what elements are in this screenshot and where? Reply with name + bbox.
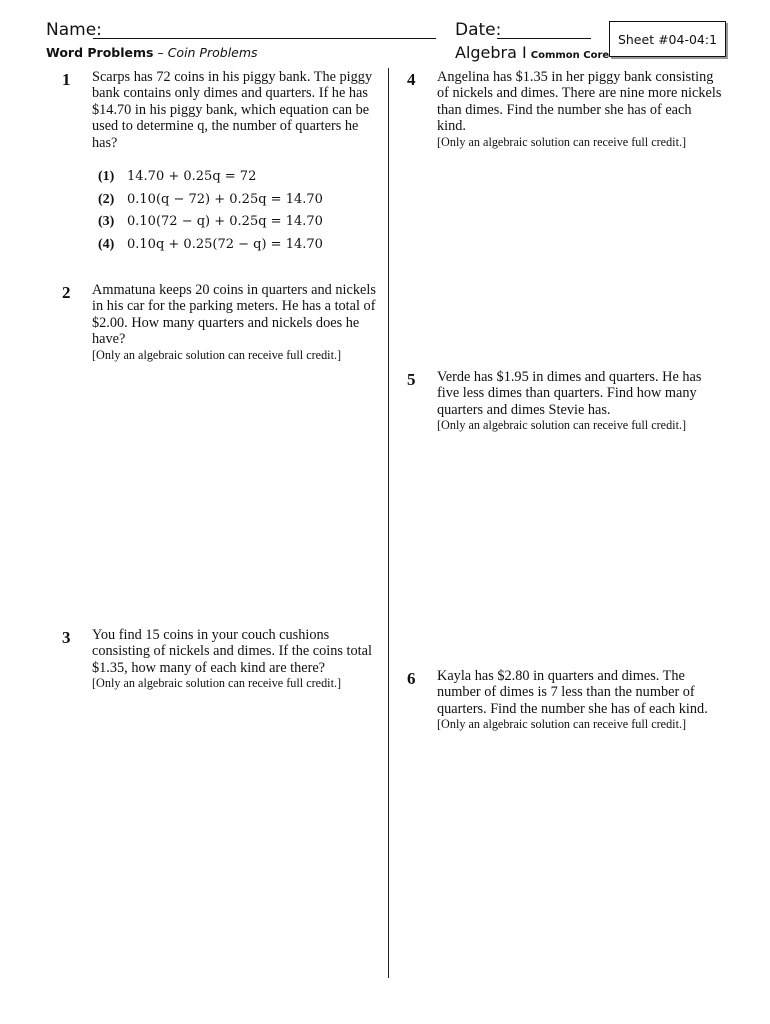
- problem-number: 5: [407, 370, 416, 389]
- problem-1: [62, 69, 377, 259]
- name-label: Name:: [46, 20, 102, 40]
- choice-equation: 14.70 + 0.25q = 72: [127, 169, 257, 185]
- choice-label: (1): [98, 169, 115, 185]
- credit-note: [Only an algebraic solution can receive full credit.]: [437, 717, 687, 732]
- choice-label: (3): [98, 214, 115, 230]
- subtitle-separator: –: [153, 45, 168, 60]
- choice-1[interactable]: [98, 169, 377, 192]
- problem-5: [407, 369, 722, 433]
- course-name: Algebra I: [455, 43, 527, 62]
- credit-note: [Only an algebraic solution can receive full credit.]: [437, 418, 687, 433]
- problem-number: 3: [62, 628, 71, 647]
- problem-4: [407, 69, 722, 149]
- choice-2[interactable]: [98, 192, 377, 215]
- problem-number: 4: [407, 70, 416, 89]
- choice-equation: 0.10(72 − q) + 0.25q = 14.70: [127, 214, 323, 230]
- choice-equation: 0.10(q − 72) + 0.25q = 14.70: [127, 191, 323, 207]
- problem-2: [62, 282, 377, 362]
- credit-note: [Only an algebraic solution can receive full credit.]: [437, 134, 687, 149]
- choice-equation: 0.10q + 0.25(72 − q) = 14.70: [127, 236, 323, 252]
- answer-choices: [98, 169, 377, 259]
- problem-number: 6: [407, 669, 416, 688]
- worksheet-subtitle: [46, 45, 258, 60]
- date-label: Date:: [455, 20, 502, 40]
- subtitle-topic: Word Problems: [46, 45, 154, 60]
- column-divider: [388, 68, 389, 978]
- problem-text: Ammatuna keeps 20 coins in quarters and nickels in his car for the parking meters. He has a total of $2.00. How many quarters and nickels does he have?: [92, 282, 376, 348]
- problem-text: Angelina has $1.35 in her piggy bank consisting of nickels and dimes. There are nine more nickels than dimes. Find the number she has of each kind.: [437, 69, 722, 135]
- problem-number: 2: [62, 283, 71, 302]
- problem-text: Verde has $1.95 in dimes and quarters. He has five less dimes than quarters. Find how many quarters and dimes Stevie has.: [437, 369, 702, 418]
- problem-number: 1: [62, 70, 71, 89]
- date-blank[interactable]: [497, 38, 591, 39]
- problem-text: Kayla has $2.80 in quarters and dimes. The number of dimes is 7 less than the number of quarters. Find the number she has of each kind.: [437, 668, 708, 717]
- choice-label: (2): [98, 191, 115, 207]
- name-blank[interactable]: [93, 38, 436, 39]
- choice-3[interactable]: [98, 214, 377, 237]
- problem-text: Scarps has 72 coins in his piggy bank. The piggy bank contains only dimes and quarters. If he has $14.70 in his piggy bank, which equation can be used to determine q, the number of quarters he has?: [92, 69, 373, 151]
- problem-6: [407, 668, 722, 732]
- sheet-id-badge: Sheet #04-04:1: [609, 21, 726, 57]
- course-title: [455, 43, 609, 62]
- choice-4[interactable]: [98, 237, 377, 260]
- problem-3: [62, 627, 377, 691]
- credit-note: [Only an algebraic solution can receive full credit.]: [92, 347, 342, 362]
- choice-label: (4): [98, 236, 115, 252]
- subtitle-subtopic: Coin Problems: [167, 45, 258, 60]
- credit-note: [Only an algebraic solution can receive full credit.]: [92, 676, 342, 691]
- course-subtitle: Common Core: [530, 50, 610, 61]
- problem-text: You find 15 coins in your couch cushions consisting of nickels and dimes. If the coins total $1.35, how many of each kind are there?: [92, 627, 372, 676]
